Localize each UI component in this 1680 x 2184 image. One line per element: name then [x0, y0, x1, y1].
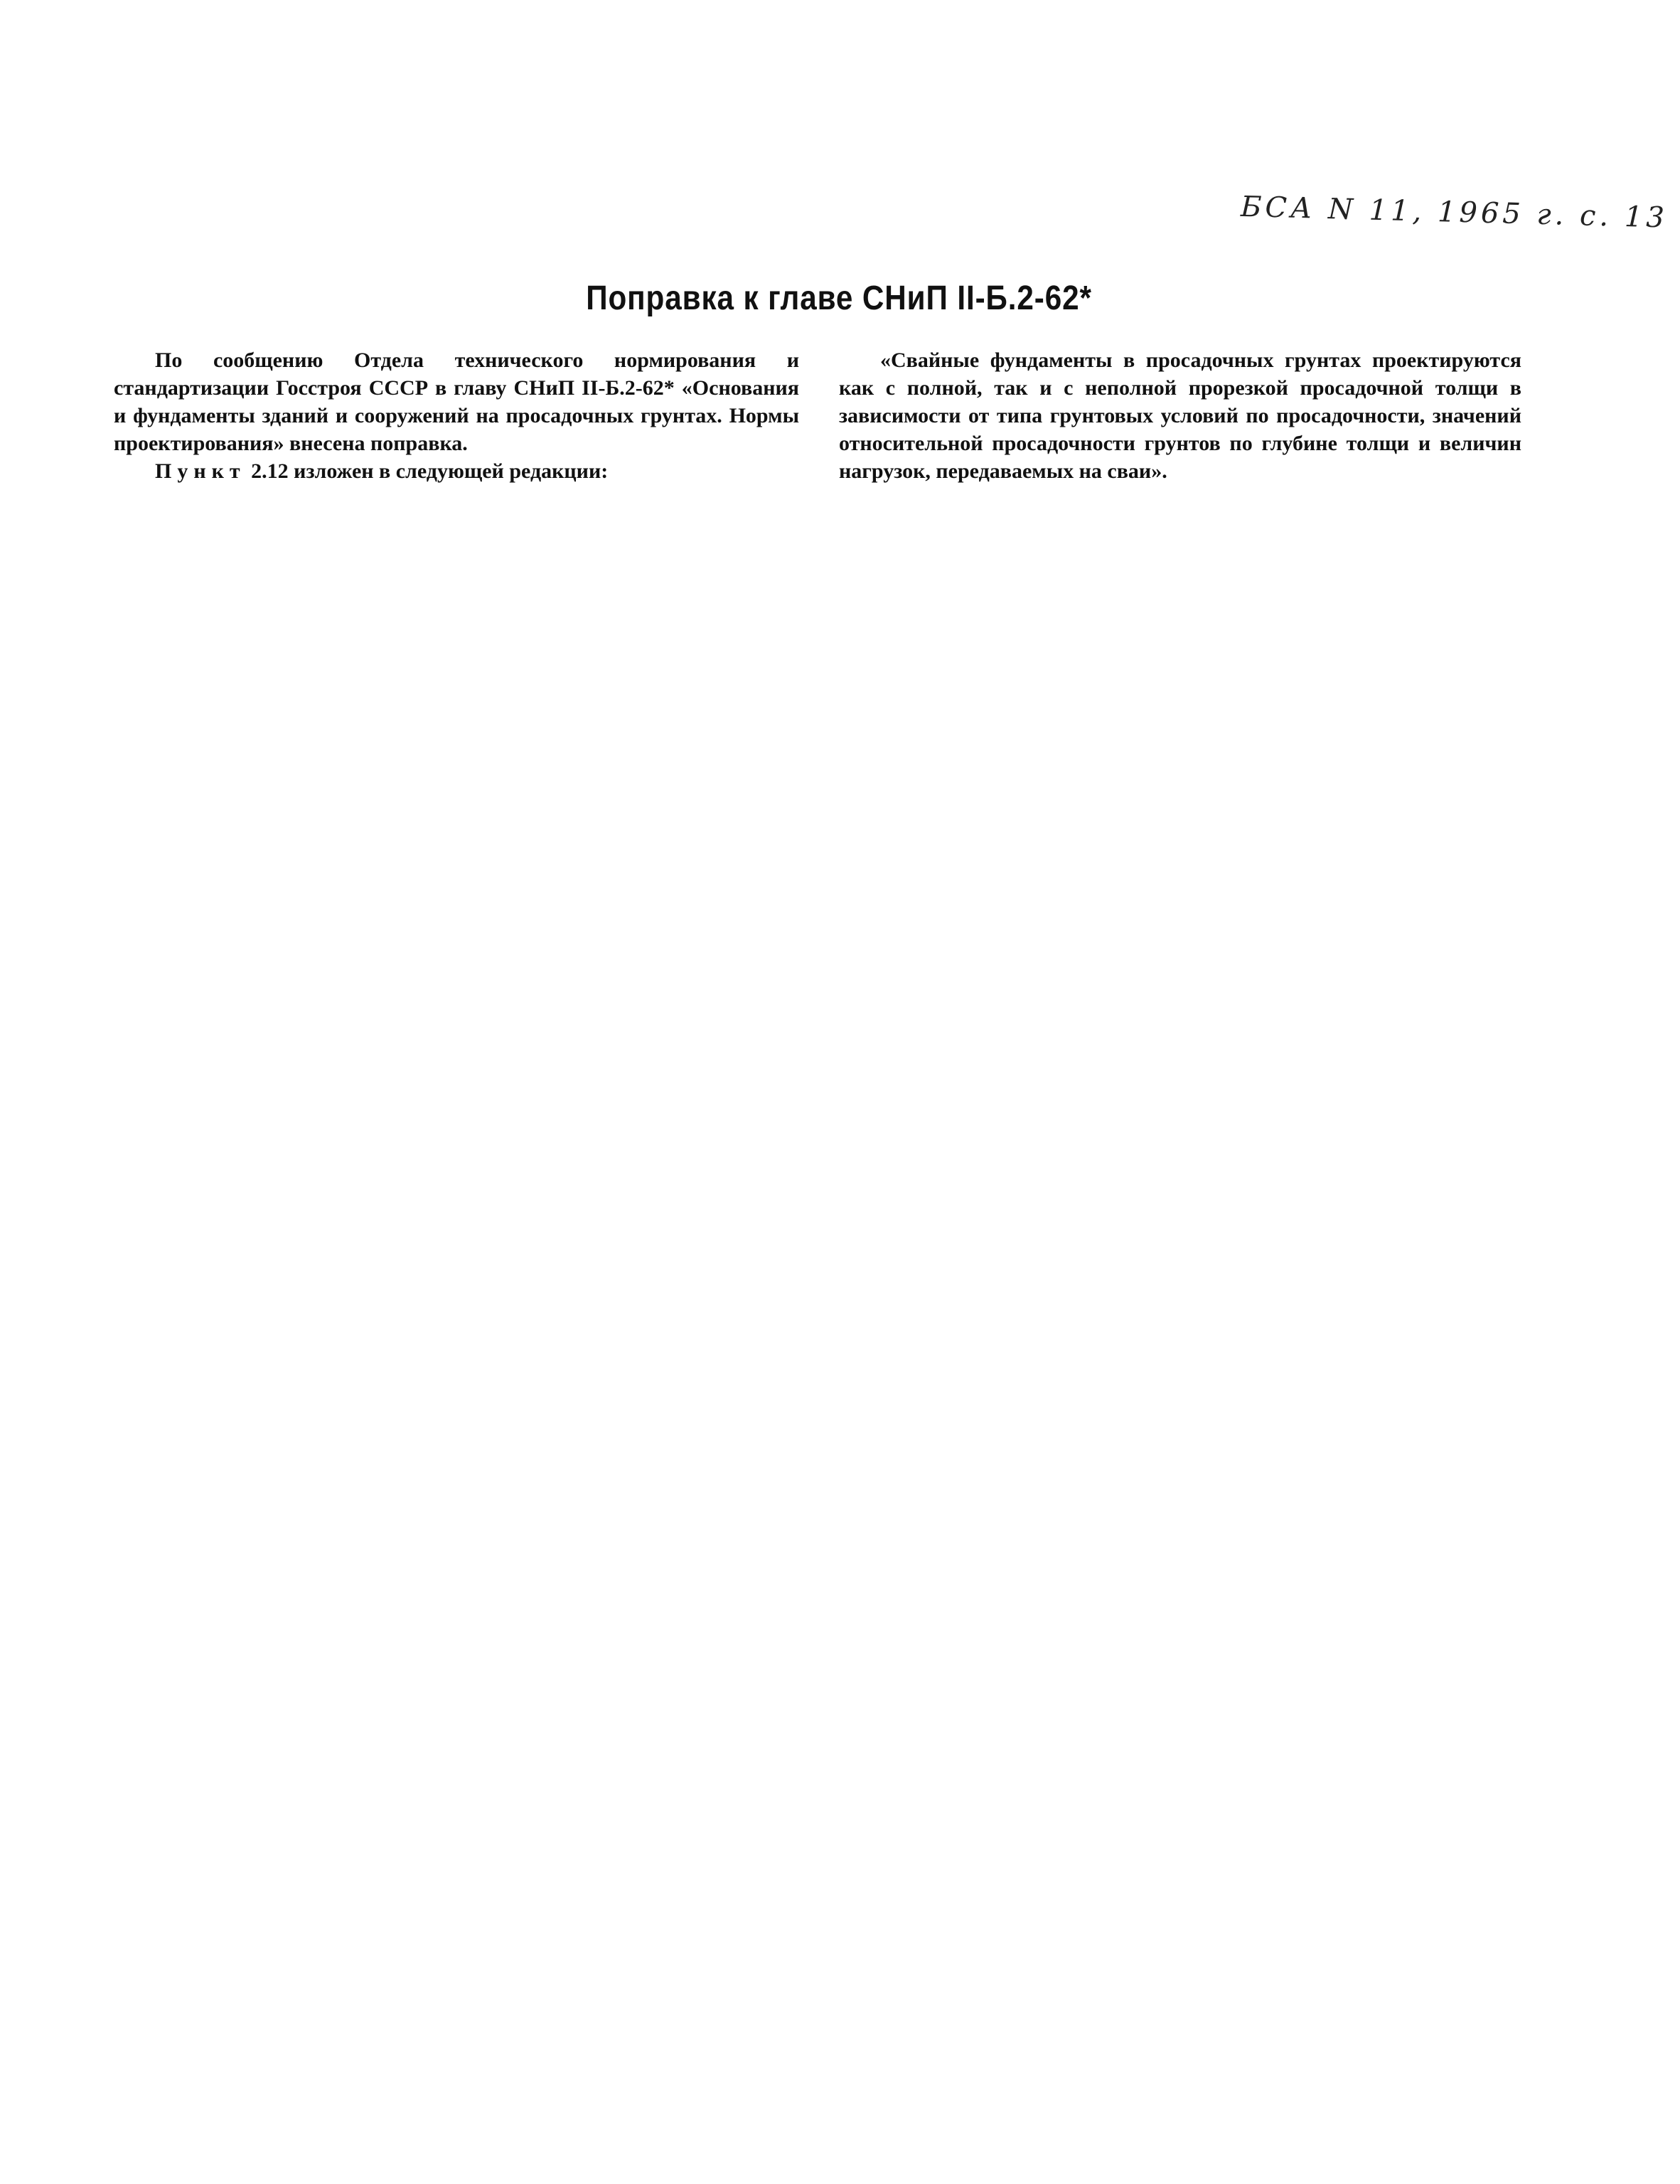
left-paragraph-2-rest: 2.12 изложен в следующей редакции:	[245, 459, 609, 483]
document-title: Поправка к главе СНиП II-Б.2-62*	[586, 279, 1092, 318]
left-paragraph-2	[114, 457, 799, 485]
right-paragraph-1: «Свайные фундаменты в просадочных грунтах проектируются как с полной, так и с неполной прорезкой просадочной толщи в зависимости от типа грунтовых условий по просадочности, значений относительной просадочности грунтов по глубине толщи и величин нагрузок, передаваемых на сваи».	[839, 348, 1521, 483]
handwritten-reference: БСА N 11, 1965 г. с. 13	[1240, 190, 1669, 235]
right-column	[839, 346, 1521, 485]
left-paragraph-2-lead: Пункт	[155, 459, 246, 483]
left-paragraph-1: По сообщению Отдела технического нормирования и стандартизации Госстроя СССР в главу СНиП II-Б.2-62* «Основания и фундаменты зданий и сооружений на просадочных грунтах. Нормы проектирования» внесена поправка.	[114, 348, 799, 455]
left-column	[114, 346, 799, 485]
